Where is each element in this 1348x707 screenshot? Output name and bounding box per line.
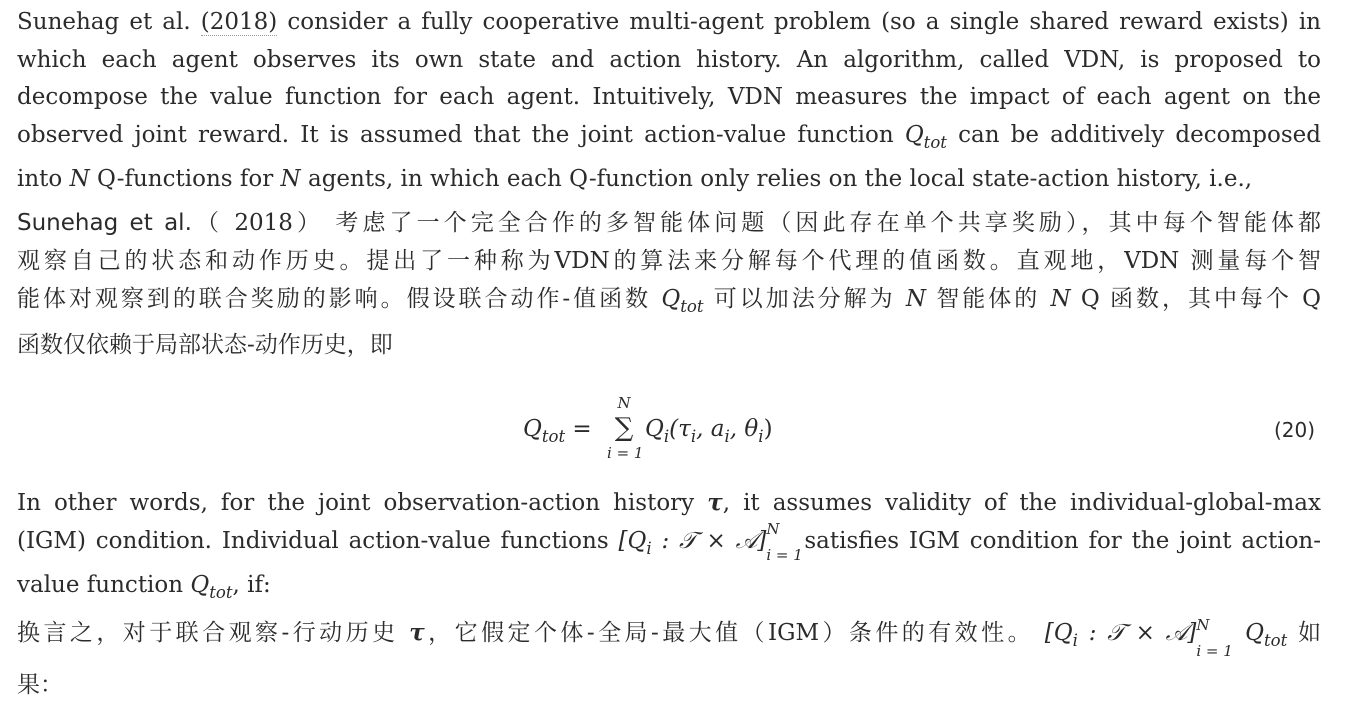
math-subscript: i	[758, 426, 764, 446]
math-symbol: N	[280, 166, 301, 193]
paragraph-english-2	[17, 484, 1321, 611]
text-fragment: observed joint reward. It is assumed that the joint action-value function	[17, 121, 905, 148]
text-line: which each agent observes its own state and action history. An algorithm, called VDN, is proposed to	[17, 46, 1321, 73]
text-fragment: 换言之，对于联合观察-行动历史	[17, 620, 410, 646]
text-line	[17, 484, 1321, 523]
equation-20	[17, 392, 1321, 472]
text-fragment: (IGM) condition. Individual action-value functions	[17, 527, 619, 554]
math-superscript: N	[1196, 616, 1210, 634]
text-fragment: 智能体的	[926, 286, 1051, 312]
sum-upper-limit: N	[617, 394, 631, 412]
summation	[607, 392, 644, 472]
math-symbol: Q	[523, 416, 542, 442]
paragraph-english-1	[17, 4, 1321, 199]
math-subscript: i	[1072, 630, 1078, 650]
text-fragment: In other words, for the joint observation-action history	[17, 490, 708, 516]
math-q-tot	[661, 286, 704, 316]
text-line	[17, 611, 1321, 663]
math-symbol: (τ	[669, 416, 691, 442]
text-line: 函数仅依赖于局部状态-动作历史，即	[17, 331, 393, 358]
math-tau-bold: τ	[707, 489, 723, 516]
paragraph-chinese-2	[17, 611, 1321, 707]
text-line	[17, 519, 1321, 567]
math-subscript: i	[663, 426, 670, 446]
math-subscript: tot	[1263, 630, 1288, 650]
math-subscript: tot	[541, 426, 566, 446]
text-line	[17, 117, 1321, 161]
math-symbol: N	[1050, 286, 1071, 312]
sum-lower-limit: i = 1	[607, 444, 644, 462]
equation-number: (20)	[1273, 418, 1315, 442]
math-symbol: Q	[904, 121, 924, 148]
text-fragment: satisfies IGM condition for the joint action-	[804, 527, 1321, 554]
text-fragment: , if:	[232, 571, 271, 598]
text-fragment: Q 函数，其中每个 Q	[1070, 286, 1322, 312]
text-line: 果：	[17, 671, 63, 698]
text-fragment: 如	[1287, 620, 1321, 646]
equation-rhs	[645, 416, 773, 446]
math-subscript: i	[646, 538, 652, 558]
text-fragment: ，它假定个体-全局-最大值（IGM）条件的有效性。	[424, 620, 1045, 646]
text-fragment: Sunehag et al.	[17, 210, 192, 236]
text-line	[17, 4, 1321, 42]
math-operator: =	[565, 416, 592, 442]
equation-lhs	[523, 416, 592, 446]
math-subscript: i	[690, 426, 697, 446]
text-fragment: Q-functions for	[89, 166, 281, 193]
math-symbol: Q	[1234, 620, 1264, 646]
text-line	[17, 204, 1321, 242]
math-symbol: N	[905, 286, 927, 312]
text-fragment: can be additively decomposed	[946, 121, 1322, 148]
math-symbol: N	[69, 166, 90, 193]
math-symbol: : 𝒯 × 𝒜]	[651, 527, 767, 554]
text-line: decompose the value function for each agent. Intuitively, VDN measures the impact of each agent on the	[17, 84, 1321, 111]
citation-link[interactable]: (2018)	[200, 9, 278, 35]
text-fragment: 可以加法分解为	[703, 286, 906, 312]
text-line	[17, 567, 1321, 611]
math-subscript: i = 1	[766, 545, 803, 564]
text-fragment: （ 2018） 考虑了一个完全合作的多智能体问题（因此存在单个共享奖励），其中每个智能体都	[191, 210, 1322, 236]
math-symbol: [Q	[1044, 620, 1073, 646]
math-symbol: , a	[696, 416, 725, 442]
math-limits	[766, 519, 804, 564]
text-fragment: consider a fully cooperative multi-agent problem (so a single shared reward exists) in	[277, 9, 1321, 35]
text-line: 观察自己的状态和动作历史。提出了一种称为VDN的算法来分解每个代理的值函数。直观地，VDN 测量每个智	[17, 248, 1321, 274]
math-tau-bold: τ	[409, 619, 425, 646]
math-subscript: i = 1	[1196, 642, 1233, 660]
text-line	[17, 161, 1321, 199]
math-superscript: N	[766, 519, 780, 538]
text-fragment: value function	[17, 571, 191, 598]
math-q-tot	[904, 121, 947, 152]
math-symbol: Q	[645, 416, 664, 442]
text-fragment: agents, in which each Q-function only relies on the local state-action history, i.e.,	[300, 166, 1253, 193]
paragraph-chinese-1	[17, 204, 1321, 364]
sigma-symbol: ∑	[614, 413, 634, 443]
math-subscript: tot	[680, 296, 704, 316]
math-symbol: Q	[661, 286, 681, 312]
math-symbol: Q	[190, 571, 210, 598]
text-line	[17, 280, 1321, 326]
text-fragment: 能体对观察到的联合奖励的影响。假设联合动作-值函数	[17, 286, 662, 312]
math-subscript: tot	[923, 132, 947, 152]
text-fragment: Sunehag et al.	[17, 9, 201, 35]
math-limits	[1196, 616, 1234, 660]
text-fragment: into	[17, 166, 70, 193]
math-symbol: , θ	[729, 416, 759, 442]
math-symbol: )	[763, 416, 773, 442]
math-symbol: : 𝒯 × 𝒜]	[1077, 620, 1197, 646]
math-symbol: [Q	[618, 527, 647, 554]
math-subscript: tot	[209, 582, 233, 602]
text-fragment: , it assumes validity of the individual-global-max	[722, 490, 1321, 516]
math-subscript: i	[724, 426, 730, 446]
